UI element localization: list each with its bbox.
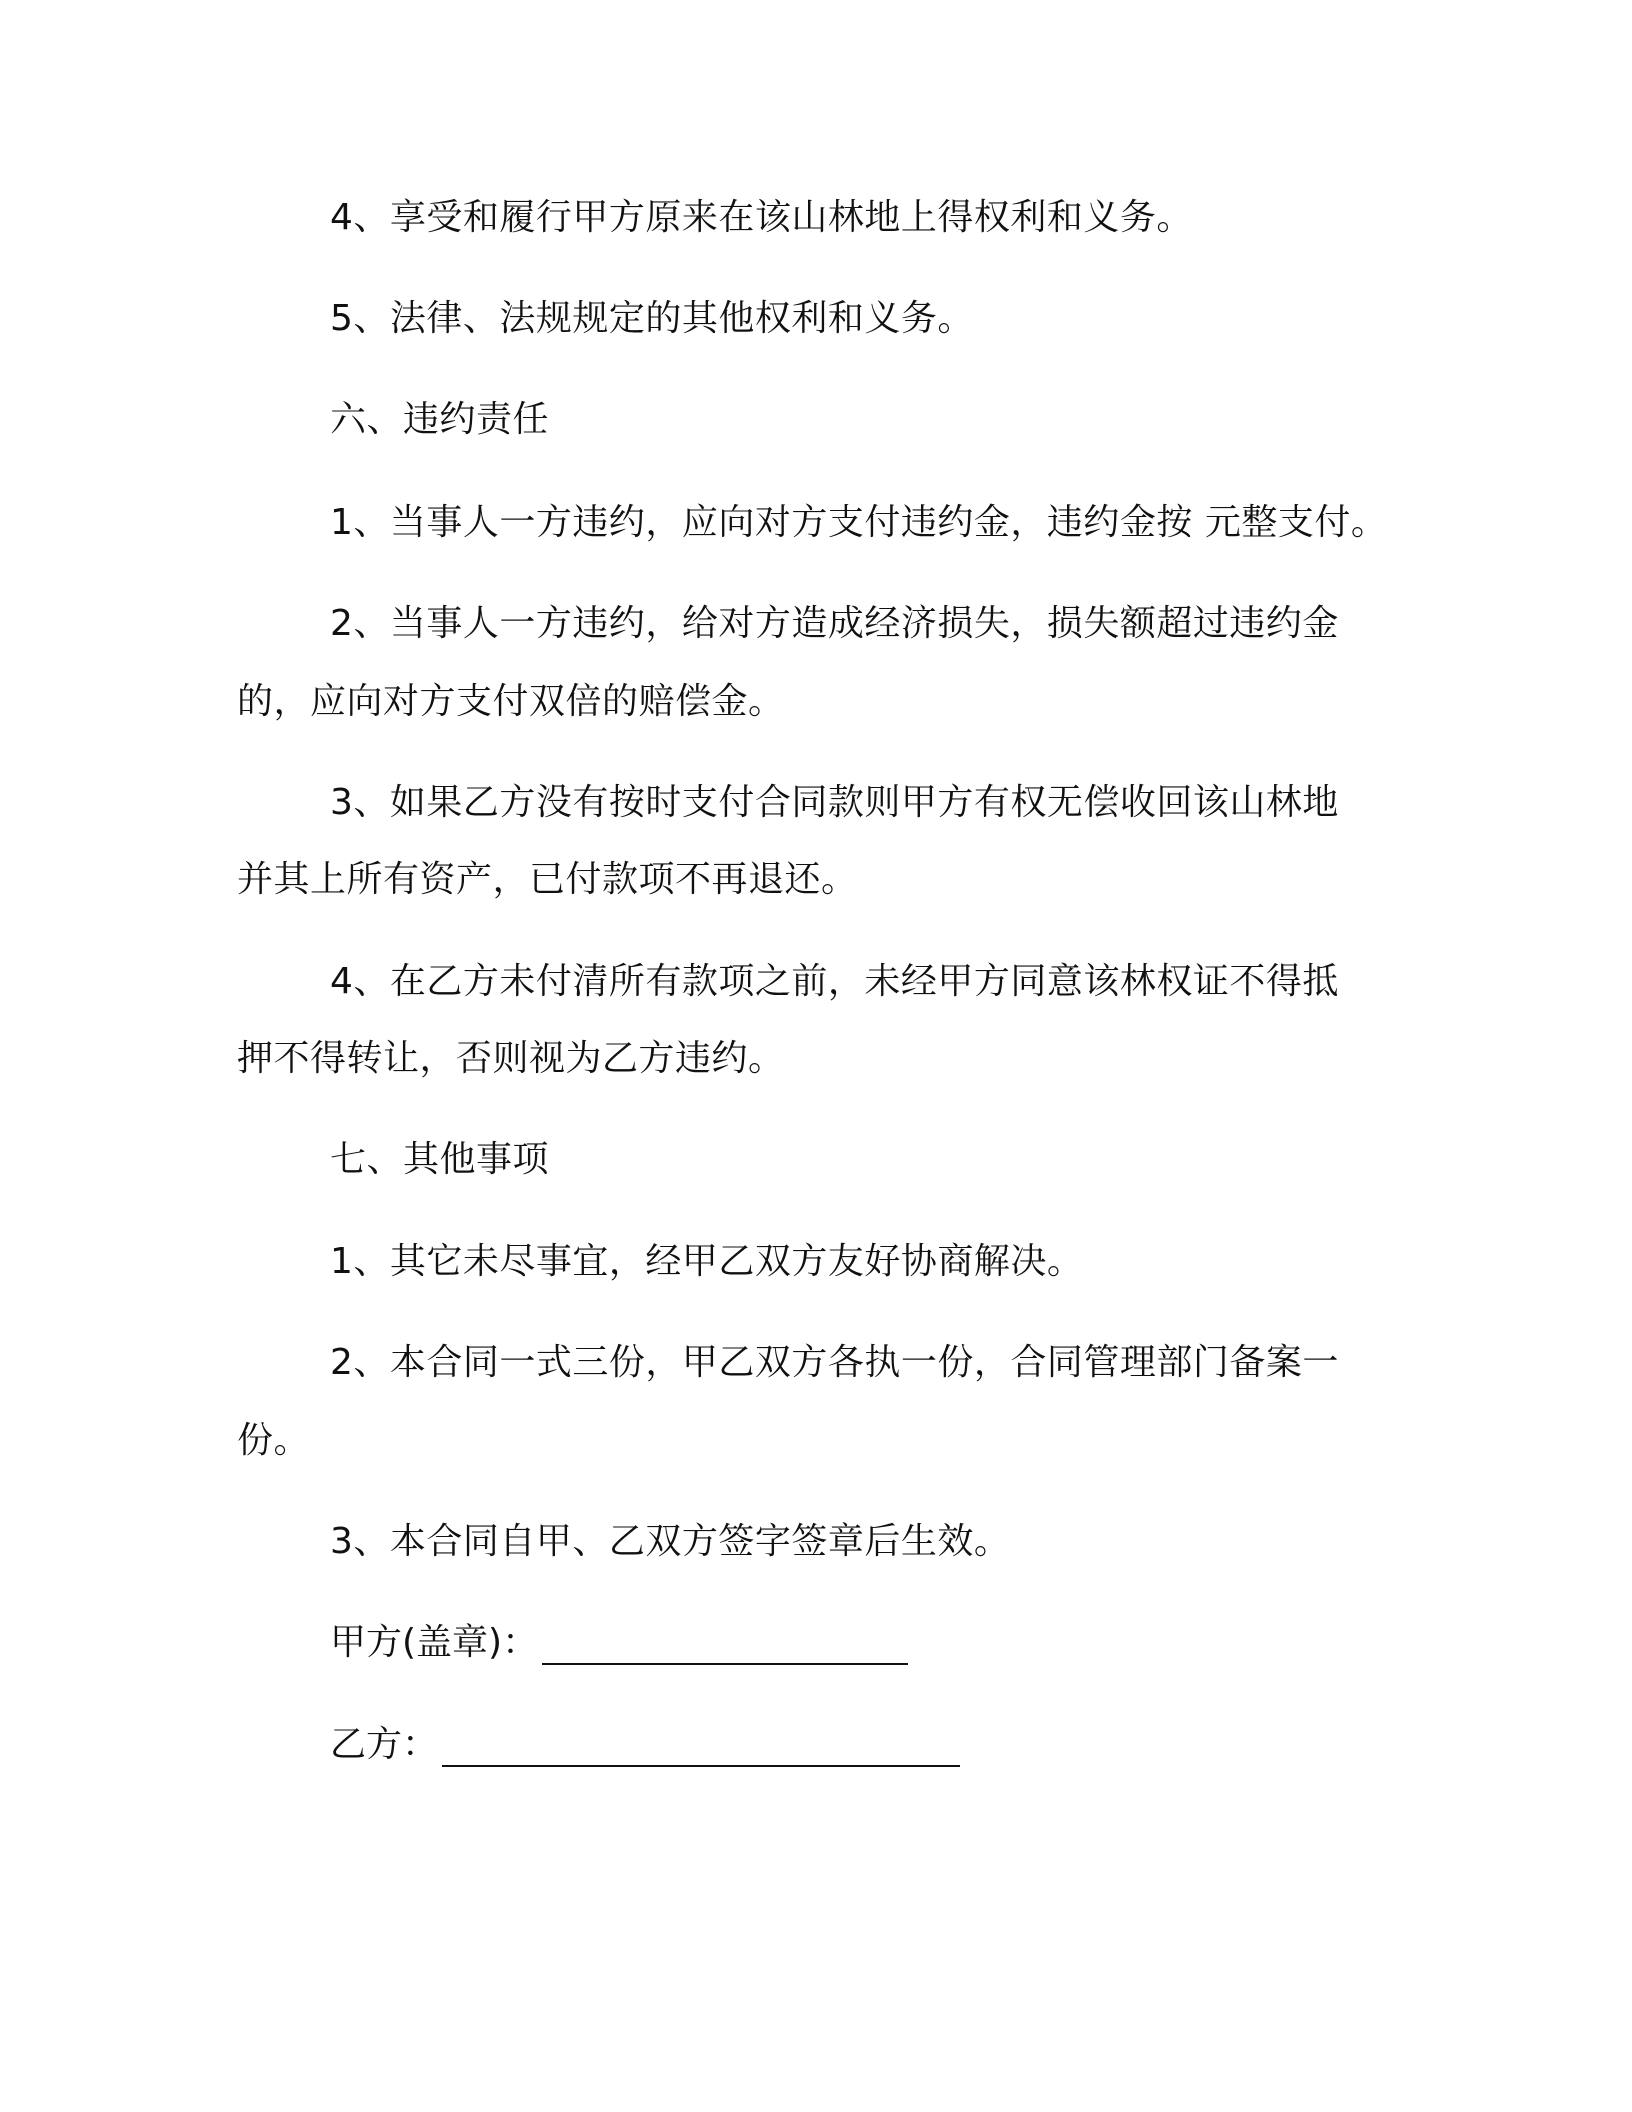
party-a-label: 甲方(盖章)：	[330, 1622, 539, 1663]
other-clause-2-line-1: 2、本合同一式三份，甲乙双方各执一份，合同管理部门备案一	[330, 1342, 1339, 1383]
party-b-label: 乙方：	[330, 1724, 439, 1765]
clause-5-other-rights: 5、法律、法规规定的其他权利和义务。	[330, 298, 974, 339]
breach-clause-1: 1、当事人一方违约，应向对方支付违约金，违约金按 元整支付。	[330, 502, 1388, 543]
other-clause-2-line-2: 份。	[237, 1420, 311, 1461]
breach-clause-3-line-1: 3、如果乙方没有按时支付合同款则甲方有权无偿收回该山林地	[330, 782, 1339, 823]
clause-4-rights: 4、享受和履行甲方原来在该山林地上得权利和义务。	[330, 197, 1193, 238]
breach-clause-3-line-2: 并其上所有资产，已付款项不再退还。	[237, 859, 858, 900]
party-a-signature-row	[330, 1621, 908, 1665]
section-heading-breach: 六、违约责任	[330, 399, 550, 440]
other-clause-1: 1、其它未尽事宜，经甲乙双方友好协商解决。	[330, 1241, 1084, 1282]
other-clause-3: 3、本合同自甲、乙双方签字签章后生效。	[330, 1521, 1011, 1562]
party-a-signature-line	[542, 1629, 908, 1665]
breach-clause-4-line-1: 4、在乙方未付清所有款项之前，未经甲方同意该林权证不得抵	[330, 961, 1339, 1002]
party-b-signature-row	[330, 1723, 960, 1767]
party-b-signature-line	[442, 1731, 960, 1767]
section-heading-other-matters: 七、其他事项	[330, 1139, 550, 1180]
breach-clause-4-line-2: 押不得转让，否则视为乙方违约。	[237, 1038, 785, 1079]
breach-clause-2-line-1: 2、当事人一方违约，给对方造成经济损失，损失额超过违约金	[330, 603, 1339, 644]
breach-clause-2-line-2: 的，应向对方支付双倍的赔偿金。	[237, 681, 785, 722]
